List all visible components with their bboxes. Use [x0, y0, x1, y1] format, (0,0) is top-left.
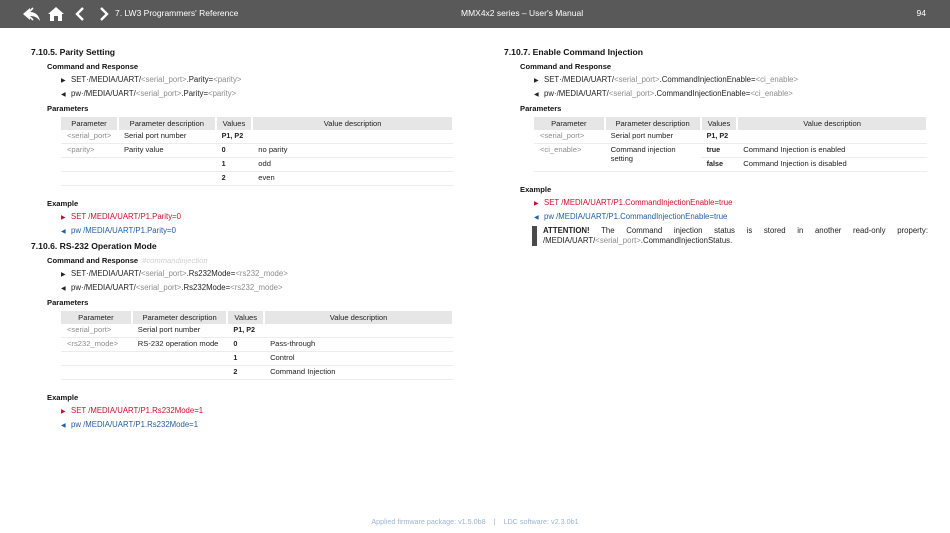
parameters-label: Parameters: [520, 104, 562, 113]
rs232-param-table: Parameter Parameter description Values Value description <serial_port> Serial port number P1, P2 <rs232_mode> RS-232 operation mode 0 Pass-through 1 Control 2 Command Injection: [61, 311, 454, 380]
table-row: <rs232_mode> RS-232 operation mode 0 Pass-through: [61, 338, 453, 352]
arrow-right-icon: ▶: [61, 215, 66, 221]
parity-example-set: ▶ SET /MEDIA/UART/P1.Parity=0: [61, 211, 454, 225]
parameters-label: Parameters: [47, 298, 89, 307]
cinj-response: ◀ pw·/MEDIA/UART/<serial_port>.CommandInjectionEnable=<ci_enable>: [534, 88, 928, 102]
cinj-example-response: ◀ pw /MEDIA/UART/P1.CommandInjectionEnable=true: [534, 211, 928, 225]
cmd-response-label: Command and Response: [47, 62, 139, 71]
rs232-set-command: ▶ SET·/MEDIA/UART/<serial_port>.Rs232Mode=<rs232_mode>: [61, 268, 454, 282]
section-heading-command-injection: 7.10.7. Enable Command Injection: [504, 47, 643, 57]
right-column: [504, 47, 928, 246]
cinj-param-table: Parameter Parameter description Values Value description <serial_port> Serial port number P1, P2 <ci_enable> Command injection setting true Command Injection is enabled false Command Injection is disabled: [534, 117, 928, 172]
example-label: Example: [47, 199, 79, 208]
arrow-left-icon: ◀: [61, 91, 66, 98]
parity-example-response: ◀ pw /MEDIA/UART/P1.Parity=0: [61, 225, 454, 239]
footer-version-info: Applied firmware package: v1.5.0b8 | LDC software: v2.3.0b1: [371, 517, 579, 526]
table-row: false Command Injection is disabled: [534, 158, 927, 172]
table-row: <ci_enable> Command injection setting true Command Injection is enabled: [534, 144, 927, 158]
nav-buttons: [22, 5, 114, 23]
back-icon[interactable]: [22, 5, 42, 23]
arrow-right-icon: ▶: [534, 78, 539, 84]
page-number: 94: [916, 8, 926, 18]
arrow-left-icon: ◀: [61, 285, 66, 292]
table-row: 1 Control: [61, 352, 453, 366]
left-column: [31, 47, 454, 432]
arrow-left-icon: ◀: [534, 214, 539, 221]
table-row: <serial_port> Serial port number P1, P2: [61, 324, 453, 338]
arrow-left-icon: ◀: [61, 228, 66, 235]
parity-set-command: ▶ SET·/MEDIA/UART/<serial_port>.Parity=<parity>: [61, 74, 454, 88]
top-bar: [0, 0, 950, 28]
cinj-set-command: ▶ SET·/MEDIA/UART/<serial_port>.CommandInjectionEnable=<ci_enable>: [534, 74, 928, 88]
example-label: Example: [520, 185, 552, 194]
hashtag: #commandinjection: [142, 256, 208, 265]
arrow-left-icon: ◀: [61, 422, 66, 429]
cmd-response-label: Command and Response: [520, 62, 612, 71]
parity-response: ◀ pw·/MEDIA/UART/<serial_port>.Parity=<parity>: [61, 88, 454, 102]
arrow-left-icon: ◀: [534, 91, 539, 98]
table-row: 2 Command Injection: [61, 366, 453, 380]
rs232-example-set: ▶ SET /MEDIA/UART/P1.Rs232Mode=1: [61, 405, 454, 419]
chevron-right-icon[interactable]: [94, 5, 114, 23]
arrow-right-icon: ▶: [61, 272, 66, 278]
document-title: MMX4x2 series – User's Manual: [461, 8, 584, 18]
example-label: Example: [47, 393, 79, 402]
parity-param-table: Parameter Parameter description Values Value description <serial_port> Serial port number P1, P2 <parity> Parity value 0 no parity 1 odd 2 even: [61, 117, 454, 186]
chevron-left-icon[interactable]: [70, 5, 90, 23]
table-row: <parity> Parity value 0 no parity: [61, 144, 453, 158]
rs232-example-response: ◀ pw /MEDIA/UART/P1.Rs232Mode=1: [61, 419, 454, 433]
section-heading-rs232: 7.10.6. RS-232 Operation Mode: [31, 241, 157, 251]
arrow-right-icon: ▶: [61, 78, 66, 84]
home-icon[interactable]: [46, 5, 66, 23]
cinj-example-set: ▶ SET /MEDIA/UART/P1.CommandInjectionEnable=true: [534, 197, 928, 211]
attention-note: ATTENTION! The Command injection status is stored in another read-only property: /MEDIA/UART/<serial_port>.CommandInjectionStatus.: [532, 226, 928, 246]
parameters-label: Parameters: [47, 104, 89, 113]
section-heading-parity: 7.10.5. Parity Setting: [31, 47, 116, 57]
table-row: 1 odd: [61, 158, 453, 172]
table-row: 2 even: [61, 172, 453, 186]
cmd-response-label: Command and Response #commandinjection: [47, 256, 208, 265]
table-row: <serial_port> Serial port number P1, P2: [534, 130, 927, 144]
chapter-title: 7. LW3 Programmers' Reference: [115, 8, 239, 18]
arrow-right-icon: ▶: [534, 201, 539, 207]
rs232-response: ◀ pw·/MEDIA/UART/<serial_port>.Rs232Mode=<rs232_mode>: [61, 282, 454, 296]
table-row: <serial_port> Serial port number P1, P2: [61, 130, 453, 144]
arrow-right-icon: ▶: [61, 409, 66, 415]
